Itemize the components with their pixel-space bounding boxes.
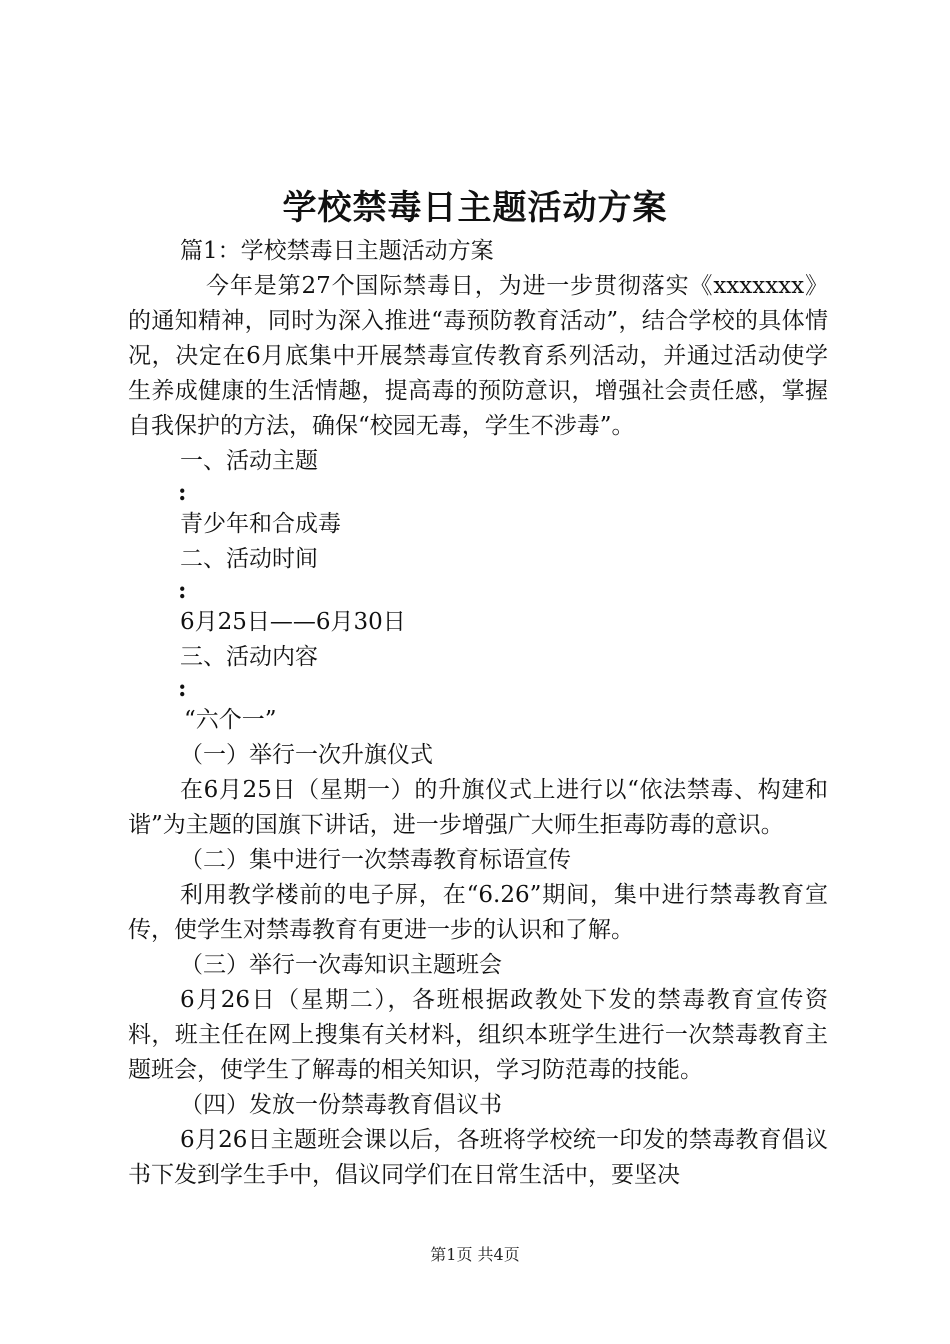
colon-marker: : xyxy=(178,675,187,702)
subheading-class-meeting: （三）举行一次毒知识主题班会 xyxy=(180,952,502,978)
activity-content-label: “六个一” xyxy=(184,707,277,733)
subheading-slogan: （二）集中进行一次禁毒教育标语宣传 xyxy=(180,847,571,873)
section-heading: 篇1：学校禁毒日主题活动方案 xyxy=(180,238,494,264)
subheading-proposal: （四）发放一份禁毒教育倡议书 xyxy=(180,1092,502,1118)
heading-activity-time: 二、活动时间 xyxy=(180,546,318,572)
paragraph-slogan: 利用教学楼前的电子屏，在“6.26”期间，集中进行禁毒教育宣传，使学生对禁毒教育有更进一步的认识和了解。 xyxy=(128,882,828,943)
colon-marker: : xyxy=(178,577,187,604)
colon-marker: : xyxy=(178,479,187,506)
activity-time-value: 6月25日——6月30日 xyxy=(180,609,406,635)
document-body xyxy=(128,234,828,1193)
heading-activity-theme: 一、活动主题 xyxy=(180,448,318,474)
page-footer: 第1页 共4页 xyxy=(430,1245,520,1264)
heading-activity-content: 三、活动内容 xyxy=(180,644,318,670)
paragraph-class-meeting: 6月26日（星期二），各班根据政教处下发的禁毒教育宣传资料，班主任在网上搜集有关材料，组织本班学生进行一次禁毒教育主题班会，使学生了解毒的相关知识，学习防范毒的技能。 xyxy=(128,987,828,1083)
paragraph-proposal: 6月26日主题班会课以后，各班将学校统一印发的禁毒教育倡议书下发到学生手中，倡议同学们在日常生活中，要坚决 xyxy=(128,1127,828,1188)
document-title: 学校禁毒日主题活动方案 xyxy=(282,188,668,228)
subheading-flag-ceremony: （一）举行一次升旗仪式 xyxy=(180,742,433,768)
activity-theme-value: 青少年和合成毒 xyxy=(180,511,341,537)
paragraph-flag-ceremony: 在6月25日（星期一）的升旗仪式上进行以“依法禁毒、构建和谐”为主题的国旗下讲话，进一步增强广大师生拒毒防毒的意识。 xyxy=(128,777,828,838)
intro-paragraph: 今年是第27个国际禁毒日，为进一步贯彻落实《xxxxxxx》的通知精神，同时为深入推进“毒预防教育活动”，结合学校的具体情况，决定在6月底集中开展禁毒宣传教育系列活动，并通过活动使学生养成健康的生活情趣，提高毒的预防意识，增强社会责任感，掌握自我保护的方法，确保“校园无毒，学生不涉毒”。 xyxy=(128,273,828,439)
